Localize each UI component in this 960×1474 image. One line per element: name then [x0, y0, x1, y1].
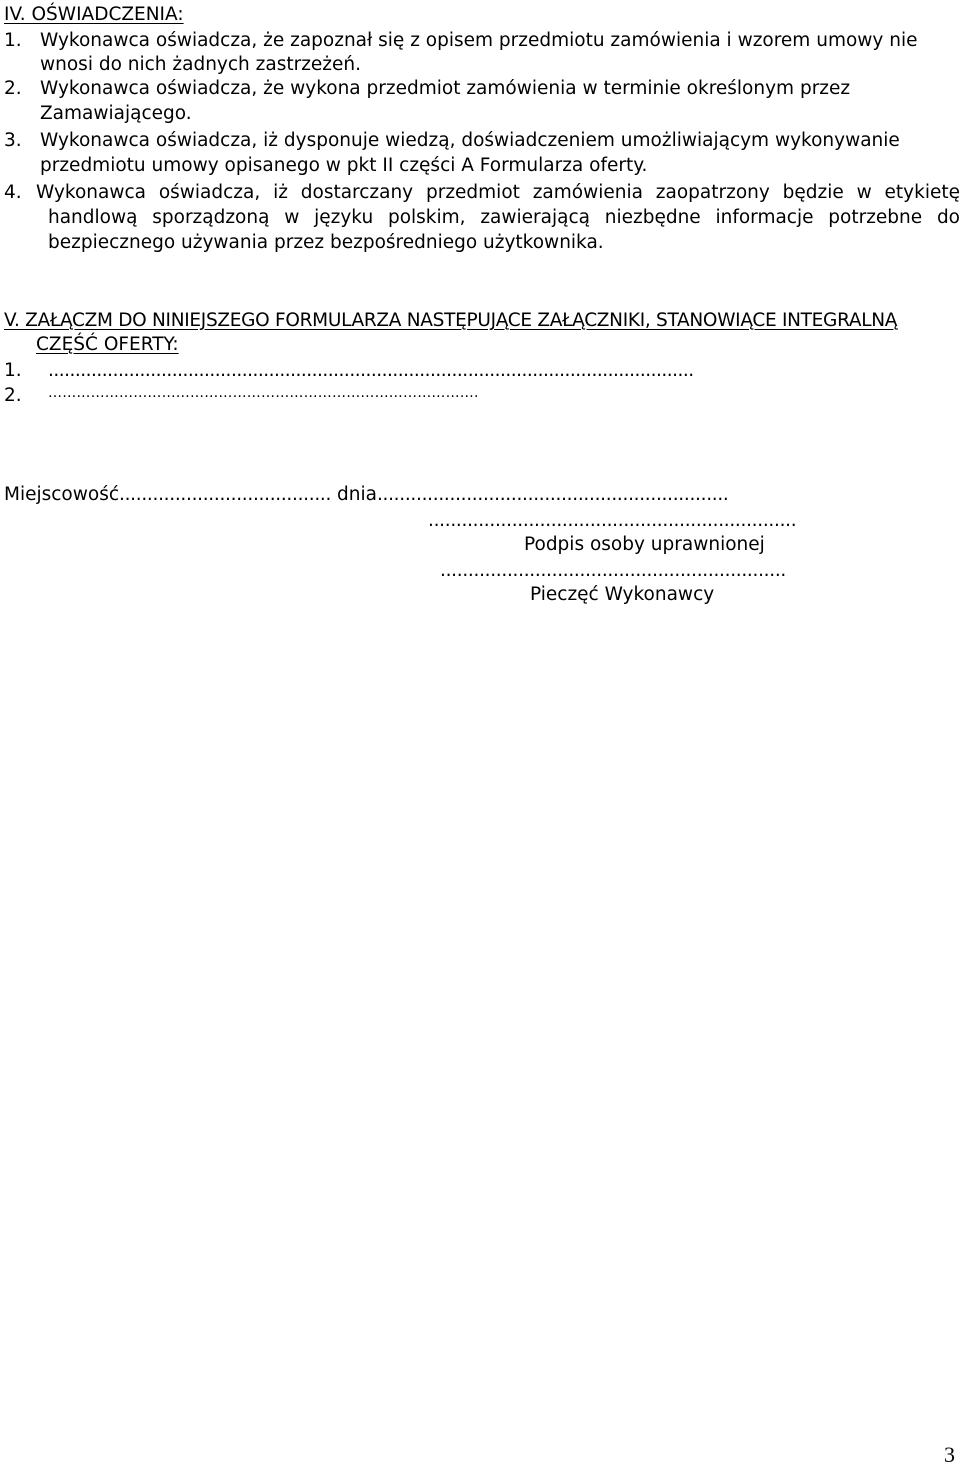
date-dots: ...............................................................: [376, 484, 729, 505]
section-v-heading-line-1: V. ZAŁĄCZM DO NINIEJSZEGO FORMULARZA NASTĘPUJĄCE ZAŁĄCZNIKI, STANOWIĄCE INTEGRALNĄ: [4, 310, 898, 331]
attachment-2-number: 2.: [4, 385, 22, 406]
item-1-line-1: Wykonawca oświadcza, że zapoznał się z opisem przedmiotu zamówienia i wzorem umowy nie: [40, 30, 918, 51]
section-v-heading-line-2: CZĘŚĆ OFERTY:: [36, 334, 179, 355]
attachment-1-number: 1.: [4, 360, 22, 381]
item-3-number: 3.: [4, 130, 22, 151]
page-number: 3: [944, 1442, 955, 1467]
item-3-line-2: przedmiotu umowy opisanego w pkt II części A Formularza oferty.: [40, 155, 648, 176]
attachment-1-value: ........................................................................................................................: [48, 360, 694, 381]
date-label: dnia: [336, 484, 377, 505]
signature-label: Podpis osoby uprawnionej: [524, 534, 765, 555]
item-1-number: 1.: [4, 30, 22, 51]
item-2-number: 2.: [4, 78, 22, 99]
stamp-label: Pieczęć Wykonawcy: [530, 584, 715, 605]
item-4-line-2-text: handlową sporządzoną w języku polskim, zawierającą niezbędne informacje potrzebne do: [48, 207, 960, 228]
item-4-line-1: [36, 182, 960, 203]
item-2-line-2: Zamawiającego.: [40, 103, 192, 124]
item-2-line-1: Wykonawca oświadcza, że wykona przedmiot zamówienia w terminie określonym przez: [40, 78, 851, 99]
place-label: Miejscowość: [4, 484, 120, 505]
signature-dots: ..................................................................: [428, 510, 797, 531]
item-4-line-2: [48, 207, 960, 228]
section-iv-heading: IV. OŚWIADCZENIA:: [4, 4, 184, 25]
item-4-number: 4.: [4, 182, 22, 203]
stamp-dots: ..............................................................: [440, 560, 786, 581]
item-4-line-3: bezpiecznego używania przez bezpośredniego użytkownika.: [48, 232, 604, 253]
attachment-2-value: ……………………………………………………………………………….: [48, 385, 479, 401]
item-3-line-1: Wykonawca oświadcza, iż dysponuje wiedzą, doświadczeniem umożliwiającym wykonywanie: [40, 130, 900, 151]
place-date-line: [4, 484, 729, 505]
place-dots: ......................................: [119, 484, 332, 505]
item-4-line-1-text: Wykonawca oświadcza, iż dostarczany przedmiot zamówienia zaopatrzony będzie w etykietę: [36, 182, 960, 203]
item-1-line-2: wnosi do nich żadnych zastrzeżeń.: [40, 54, 361, 75]
